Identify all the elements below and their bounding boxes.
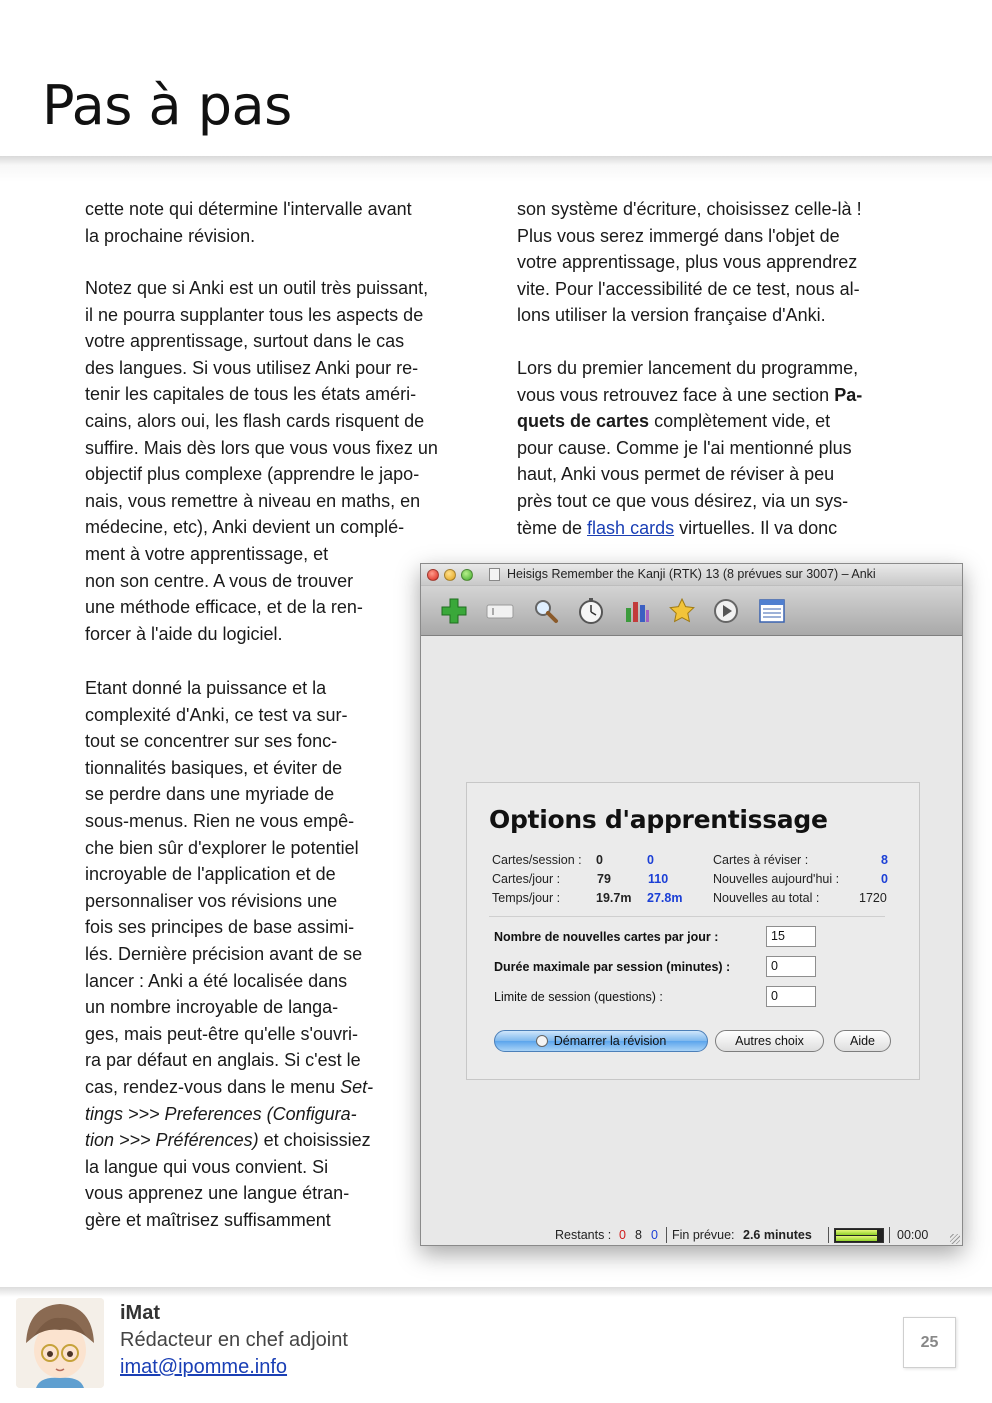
stat-label: Nouvelles au total : [713, 891, 820, 905]
text-line: se perdre dans une myriade de [85, 784, 335, 805]
text-line: cains, alors oui, les flash cards risquent de [85, 410, 425, 431]
window-titlebar [421, 564, 962, 586]
text-line: cas, rendez-vous dans le menu Set- [85, 1076, 374, 1097]
text-line: cette note qui détermine l'intervalle avant [85, 199, 412, 219]
remaining-label: Restants : [555, 1228, 612, 1242]
max-duration-label: Durée maximale par session (minutes) : [494, 960, 731, 974]
text-line: personnaliser vos révisions une [85, 890, 338, 911]
remaining-learning: 0 [651, 1228, 658, 1242]
text-line: son système d'écriture, choisissez celle-là ! [517, 199, 862, 219]
stat-value: 79 [597, 872, 611, 886]
text-line: il ne pourra supplanter tous les aspects de [85, 304, 424, 325]
stat-label: Cartes/jour : [492, 872, 561, 886]
search-icon[interactable] [531, 596, 561, 626]
left-paragraph-1 [85, 196, 475, 249]
timer-icon[interactable] [576, 596, 606, 626]
text-line: vite. Pour l'accessibilité de ce test, nous al- [517, 278, 860, 299]
text-line: la langue qui vous convient. Si [85, 1156, 329, 1177]
status-divider [828, 1227, 829, 1243]
text-line: vous apprenez une langue étran- [85, 1183, 350, 1204]
session-timer: 00:00 [897, 1228, 929, 1242]
text-line: des langues. Si vous utilisez Anki pour re- [85, 357, 419, 378]
text-line: complexité d'Anki, ce test va sur- [85, 704, 348, 725]
text-line: lancer : Anki a été localisée dans [85, 970, 348, 991]
text-line: gère et maîtrisez suffisamment [85, 1209, 331, 1230]
text-line: tion >>> Préférences) et choisissiez [85, 1130, 371, 1151]
progress-meter [834, 1228, 884, 1243]
start-review-button[interactable]: Démarrer la révision [494, 1030, 708, 1052]
footer-divider [0, 1287, 992, 1297]
resize-grip[interactable] [950, 1234, 960, 1244]
document-icon [489, 568, 500, 581]
text-line: che bien sûr d'explorer le potentiel [85, 837, 359, 858]
window-title: Heisigs Remember the Kanji (RTK) 13 (8 prévues sur 3007) – Anki [507, 567, 876, 581]
window-toolbar [421, 586, 962, 636]
page-number: 25 [903, 1317, 956, 1368]
deck-icon[interactable] [485, 596, 515, 626]
text-line: une méthode efficace, et de la ren- [85, 597, 363, 618]
remaining-new: 0 [619, 1228, 626, 1242]
text-line: forcer à l'aide du logiciel. [85, 623, 283, 644]
zoom-window-button[interactable] [461, 569, 473, 581]
status-divider [889, 1227, 890, 1243]
text-line: objectif plus complexe (apprendre le japo- [85, 464, 420, 485]
study-options-panel [466, 782, 920, 1080]
text-line: médecine, etc), Anki devient un complé- [85, 517, 405, 538]
close-window-button[interactable] [427, 569, 439, 581]
text-line: tionnalités basiques, et éviter de [85, 757, 343, 778]
author-name: iMat [120, 1302, 160, 1324]
text-line: non son centre. A vous de trouver [85, 570, 354, 591]
max-duration-input[interactable]: 0 [766, 956, 816, 977]
text-line: ges, mais peut-être qu'elle s'ouvri- [85, 1023, 358, 1044]
text-line: ra par défaut en anglais. Si c'est le [85, 1050, 361, 1071]
list-icon[interactable] [757, 596, 787, 626]
text-line: incroyable de l'application et de [85, 864, 336, 885]
stat-label: Cartes/session : [492, 853, 582, 867]
stat-value: 0 [596, 853, 603, 867]
stat-label: Cartes à réviser : [713, 853, 809, 867]
progress-bar-top [836, 1230, 877, 1235]
section-title: Pas à pas [42, 74, 292, 137]
text-line: suffire. Mais dès lors que vous vous fixez un [85, 437, 438, 458]
right-paragraph-1 [517, 196, 907, 329]
author-email-link[interactable]: imat@ipomme.info [120, 1356, 288, 1378]
eta-label: Fin prévue: [672, 1228, 735, 1242]
text-line: nais, vous remettre à niveau en maths, en [85, 490, 421, 511]
stat-value: 0 [881, 872, 888, 886]
progress-bar-bottom [836, 1236, 877, 1241]
stat-value: 1720 [859, 891, 887, 905]
stats-icon[interactable] [622, 596, 652, 626]
panel-separator [489, 916, 885, 917]
start-review-icon [536, 1035, 548, 1047]
text-line: sous-menus. Rien ne vous empê- [85, 810, 355, 831]
new-cards-input[interactable]: 15 [766, 926, 816, 947]
text-line: Etant donné la puissance et la [85, 678, 327, 698]
play-icon[interactable] [711, 596, 741, 626]
author-role: Rédacteur en chef adjoint [120, 1329, 348, 1351]
session-limit-input[interactable]: 0 [766, 986, 816, 1007]
panel-title: Options d'apprentissage [489, 805, 828, 834]
text-line: Plus vous serez immergé dans l'objet de [517, 225, 840, 246]
text-line: votre apprentissage, plus vous apprendrez [517, 252, 858, 273]
add-icon[interactable] [439, 596, 469, 626]
left-paragraph-3 [85, 675, 399, 1233]
text-line: tings >>> Preferences (Configura- [85, 1103, 357, 1124]
left-paragraph-2 [85, 275, 475, 647]
page-header [0, 0, 992, 158]
text-line: Notez que si Anki est un outil très puissant, [85, 278, 429, 298]
text-line: lons utiliser la version française d'Anki. [517, 305, 826, 326]
text-line: un nombre incroyable de langa- [85, 997, 339, 1018]
other-options-button[interactable]: Autres choix [715, 1030, 824, 1052]
star-icon[interactable] [667, 596, 697, 626]
remaining-review: 8 [635, 1228, 642, 1242]
session-limit-label: Limite de session (questions) : [494, 990, 663, 1004]
header-divider [0, 156, 992, 182]
text-line: tenir les capitales de tous les états améri- [85, 384, 417, 405]
window-statusbar [421, 1224, 962, 1246]
text-line: ment à votre apprentissage, et [85, 543, 329, 564]
author-avatar [16, 1298, 104, 1388]
text-line: tout se concentrer sur ses fonc- [85, 731, 338, 752]
status-divider [666, 1227, 667, 1243]
right-paragraph-2: Lors du premier lancement du programme, vous vous retrouvez face à une section Pa- quets de cartes complètement vide, et pour cause. Comme je l'ai mentionné plus haut, Anki vous permet de réviser à peu près tout ce que vous désirez, via un sys- tème de flash cards virtuelles. Il va donc [517, 358, 863, 538]
stat-value: 19.7m [596, 891, 632, 905]
stat-value: 8 [881, 853, 888, 867]
stat-label: Nouvelles aujourd'hui : [713, 872, 840, 886]
stat-value: 27.8m [647, 891, 683, 905]
minimize-window-button[interactable] [444, 569, 456, 581]
help-button[interactable]: Aide [834, 1030, 891, 1052]
text-line: lés. Dernière précision avant de se [85, 943, 363, 964]
text-line: votre apprentissage, surtout dans le cas [85, 331, 405, 352]
flash-cards-link[interactable]: flash cards [587, 517, 675, 538]
anki-window [420, 563, 963, 1246]
eta-value: 2.6 minutes [743, 1228, 812, 1242]
stat-value: 0 [647, 853, 654, 867]
stat-label: Temps/jour : [492, 891, 561, 905]
window-controls [427, 569, 473, 581]
text-line: la prochaine révision. [85, 225, 256, 246]
text-line: fois ses principes de base assimi- [85, 917, 355, 938]
stat-value: 110 [648, 872, 669, 886]
new-cards-label: Nombre de nouvelles cartes par jour : [494, 930, 719, 944]
